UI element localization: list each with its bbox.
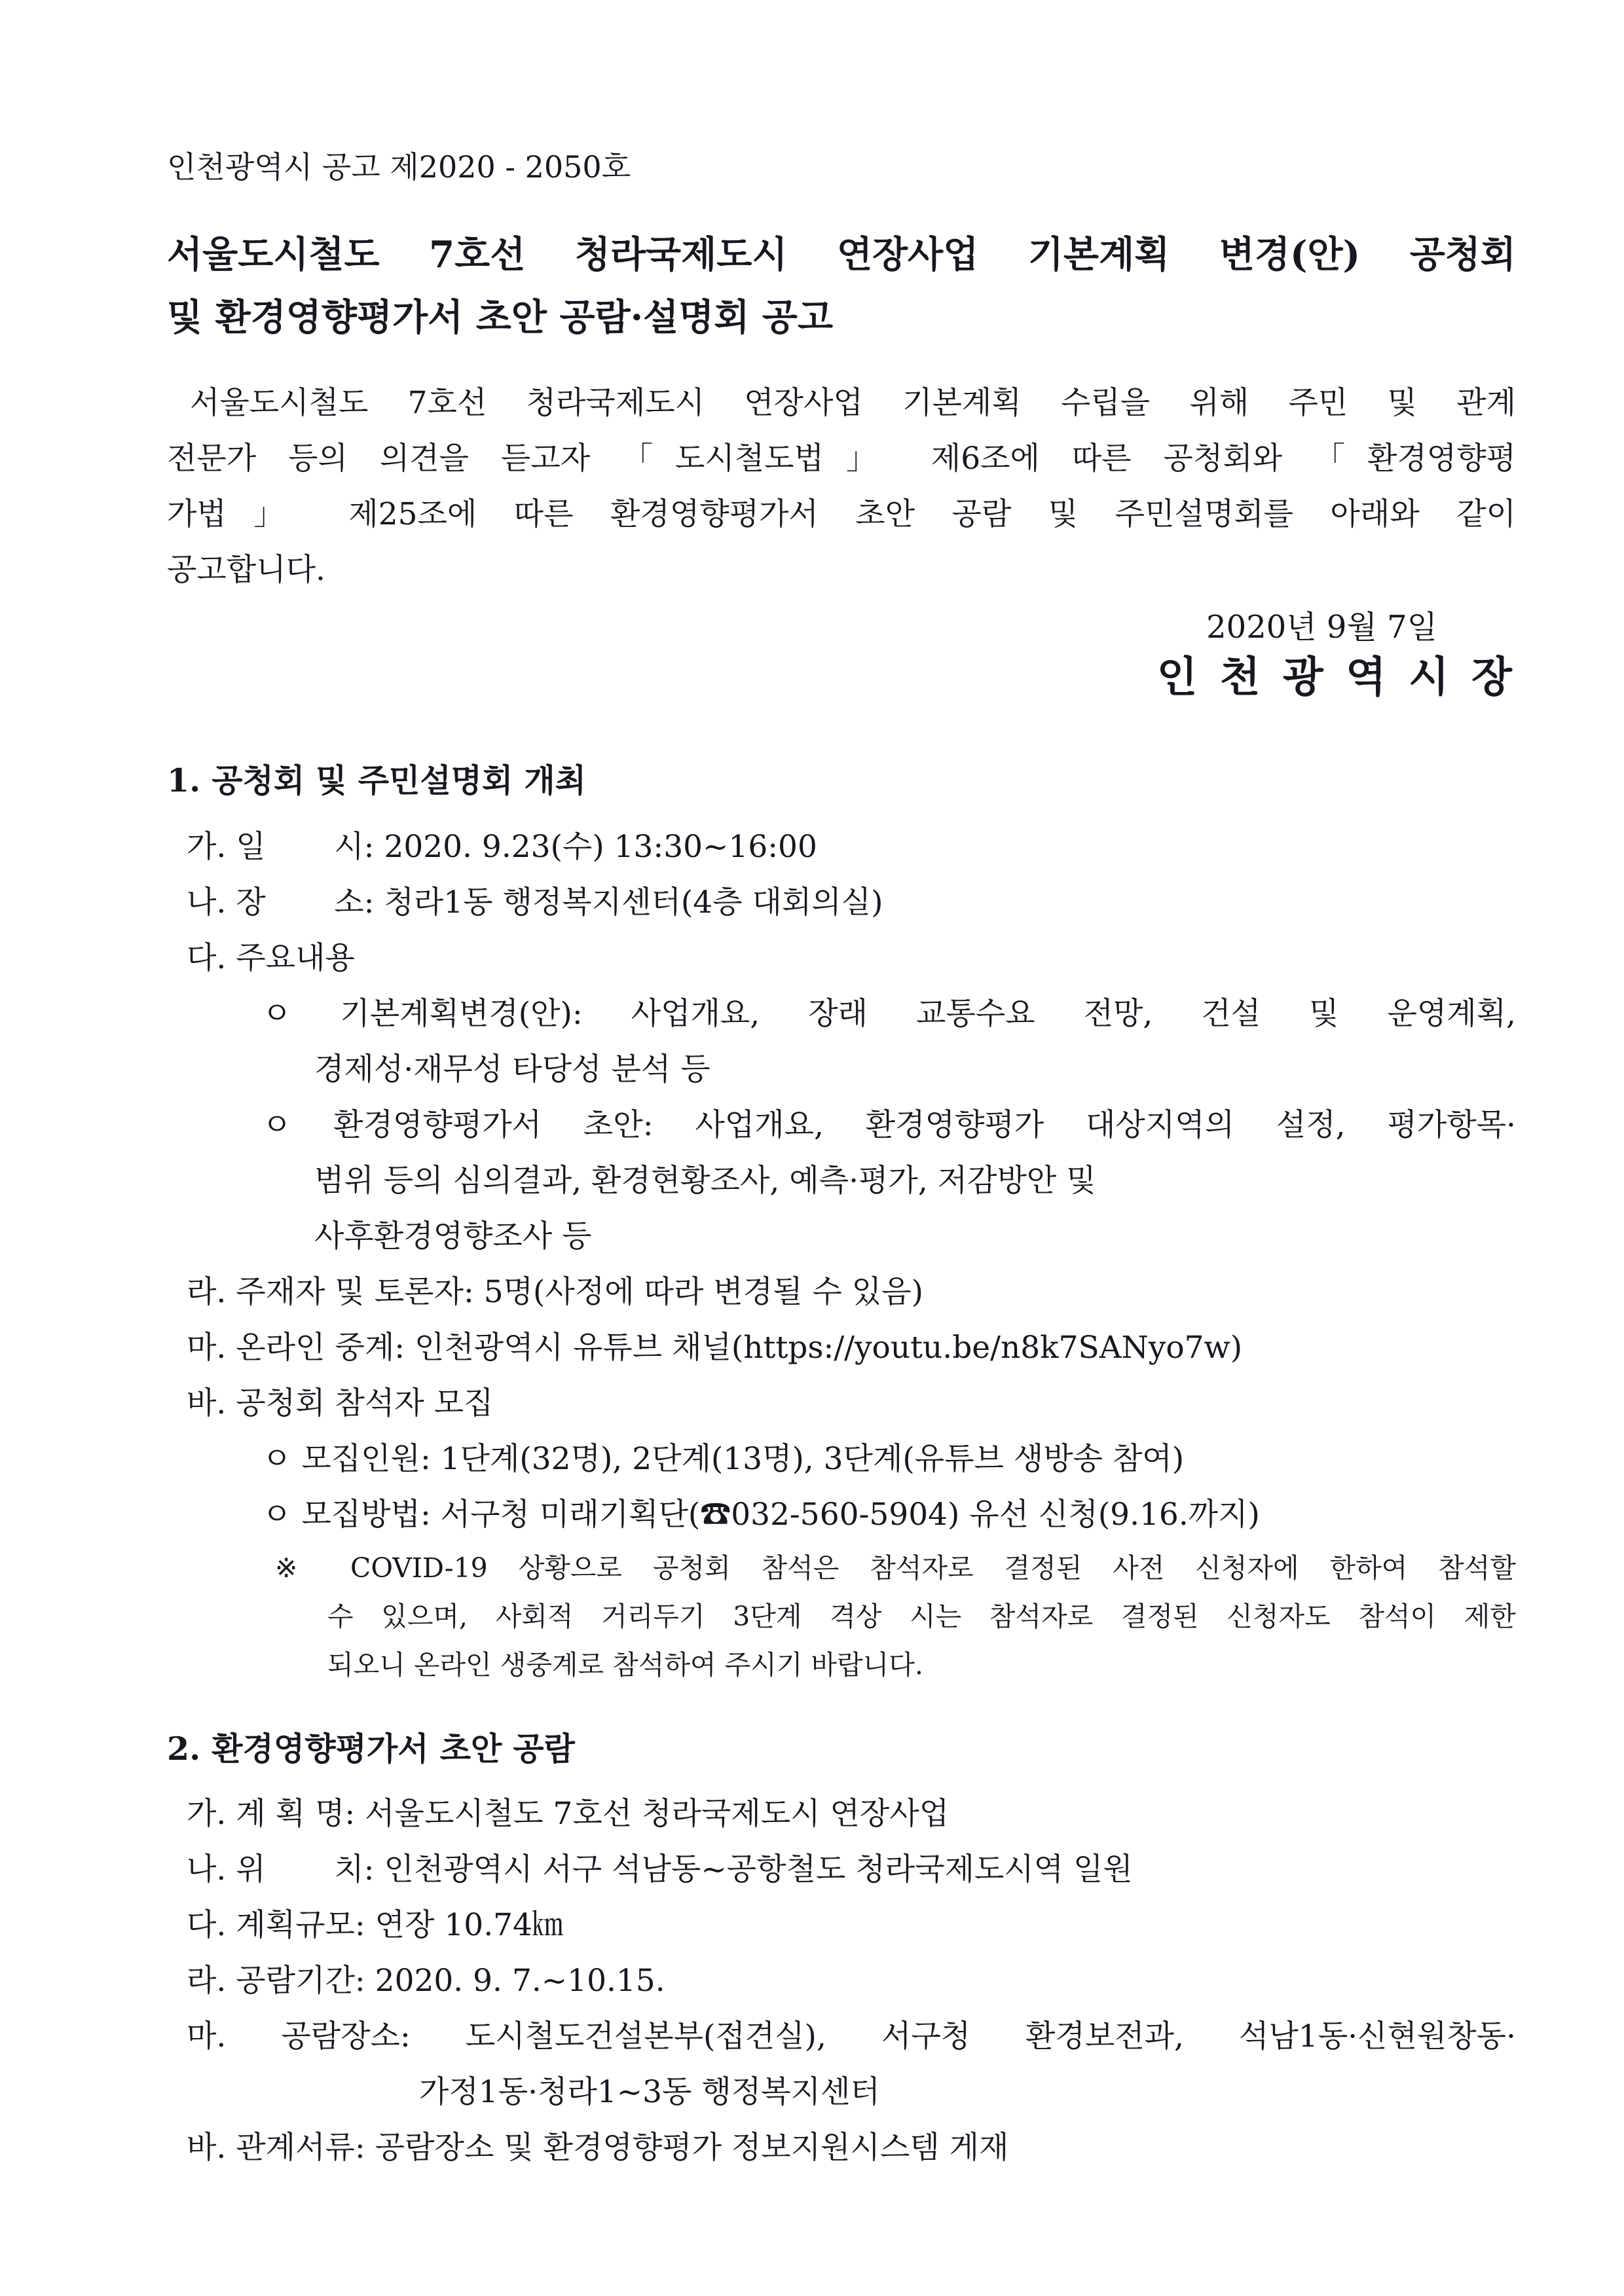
section1-item-recruitment: 바. 공청회 참석자 모집 — [187, 1385, 494, 1421]
section2-item-plan-name: 가. 계 획 명: 서울도시철도 7호선 청라국제도시 연장사업 — [187, 1796, 950, 1832]
section2-item-places-line1: 마. 공람장소: 도시철도건설본부(접견실), 서구청 환경보전과, 석남1동·신현원창동· — [187, 2018, 1516, 2054]
section2-heading: 2. 환경영향평가서 초안 공람 — [167, 1730, 576, 1768]
notice-title-line1: 서울도시철도 7호선 청라국제도시 연장사업 기본계획 변경(안) 공청회 — [167, 233, 1516, 276]
section2-item-documents: 바. 관계서류: 공람장소 및 환경영향평가 정보지원시스템 게재 — [187, 2130, 1009, 2166]
section1-bullet-recruit-method: ㅇ 모집방법: 서구청 미래기획단(☎032-560-5904) 유선 신청(9.16.까지) — [262, 1497, 1260, 1533]
covid-note-line1: ※ COVID-19 상황으로 공청회 참석은 참석자로 결정된 사전 신청자에 한하여 참석할 — [275, 1552, 1516, 1584]
doc-number: 인천광역시 공고 제2020 - 2050호 — [167, 149, 631, 185]
section2-list — [167, 1786, 1516, 2176]
section1-bullet-basic-plan-line1: ㅇ 기본계획변경(안): 사업개요, 장래 교통수요 전망, 건설 및 운영계획, — [262, 996, 1516, 1032]
section1-bullet-eia-draft-line3: 사후환경영향조사 등 — [314, 1218, 592, 1254]
section2-item-period: 라. 공람기간: 2020. 9. 7.~10.15. — [187, 1963, 665, 1999]
section1-heading: 1. 공청회 및 주민설명회 개최 — [167, 761, 587, 799]
issuer-signature: 인 천 광 역 시 장 — [1156, 653, 1516, 702]
section1-item-contents: 다. 주요내용 — [187, 940, 355, 976]
intro-line1: 서울도시철도 7호선 청라국제도시 연장사업 기본계획 수립을 위해 주민 및 관계 — [190, 385, 1516, 421]
issue-date: 2020년 9월 7일 — [1206, 609, 1437, 646]
intro-line4: 공고합니다. — [167, 552, 325, 588]
covid-note-line3: 되오니 온라인 생중계로 참석하여 주시기 바랍니다. — [327, 1649, 923, 1681]
section2-item-location: 나. 위 치: 인천광역시 서구 석남동~공항철도 청라국제도시역 일원 — [187, 1851, 1133, 1887]
notice-title — [167, 223, 1516, 349]
section1-bullet-eia-draft-line2: 범위 등의 심의결과, 환경현황조사, 예측·평가, 저감방안 및 — [314, 1163, 1096, 1199]
section1-bullet-recruit-count: ㅇ 모집인원: 1단계(32명), 2단계(13명), 3단계(유튜브 생방송 참여) — [262, 1441, 1185, 1477]
section1-list — [167, 819, 1516, 1542]
section1-bullet-basic-plan-line2: 경제성·재무성 타당성 분석 등 — [314, 1051, 710, 1087]
intro-paragraph — [167, 375, 1516, 598]
intro-line2: 전문가 등의 의견을 듣고자 「도시철도법」 제6조에 따른 공청회와 「환경영향평 — [167, 441, 1516, 477]
section2-item-places-line2: 가정1동·청라1~3동 행정복지센터 — [419, 2074, 880, 2110]
covid-note-line2: 수 있으며, 사회적 거리두기 3단계 격상 시는 참석자로 결정된 신청자도 참석이 제한 — [327, 1601, 1516, 1632]
notice-title-line2: 및 환경영향평가서 초안 공람·설명회 공고 — [167, 296, 834, 339]
section1-item-moderators: 라. 주재자 및 토론자: 5명(사정에 따라 변경될 수 있음) — [187, 1274, 923, 1310]
section1-item-online-stream: 마. 온라인 중계: 인천광역시 유튜브 채널(https://youtu.be/n8k7SANyo7w) — [187, 1330, 1243, 1366]
intro-line3: 가법」 제25조에 따른 환경영향평가서 초안 공람 및 주민설명회를 아래와 같이 — [167, 496, 1516, 532]
section1-bullet-eia-draft-line1: ㅇ 환경영향평가서 초안: 사업개요, 환경영향평가 대상지역의 설정, 평가항목· — [262, 1107, 1516, 1143]
section2-item-scale: 다. 계획규모: 연장 10.74㎞ — [187, 1907, 563, 1943]
covid-note — [167, 1544, 1516, 1689]
section1-item-datetime: 가. 일 시: 2020. 9.23(수) 13:30~16:00 — [187, 829, 817, 865]
section1-item-place: 나. 장 소: 청라1동 행정복지센터(4층 대회의실) — [187, 884, 883, 920]
